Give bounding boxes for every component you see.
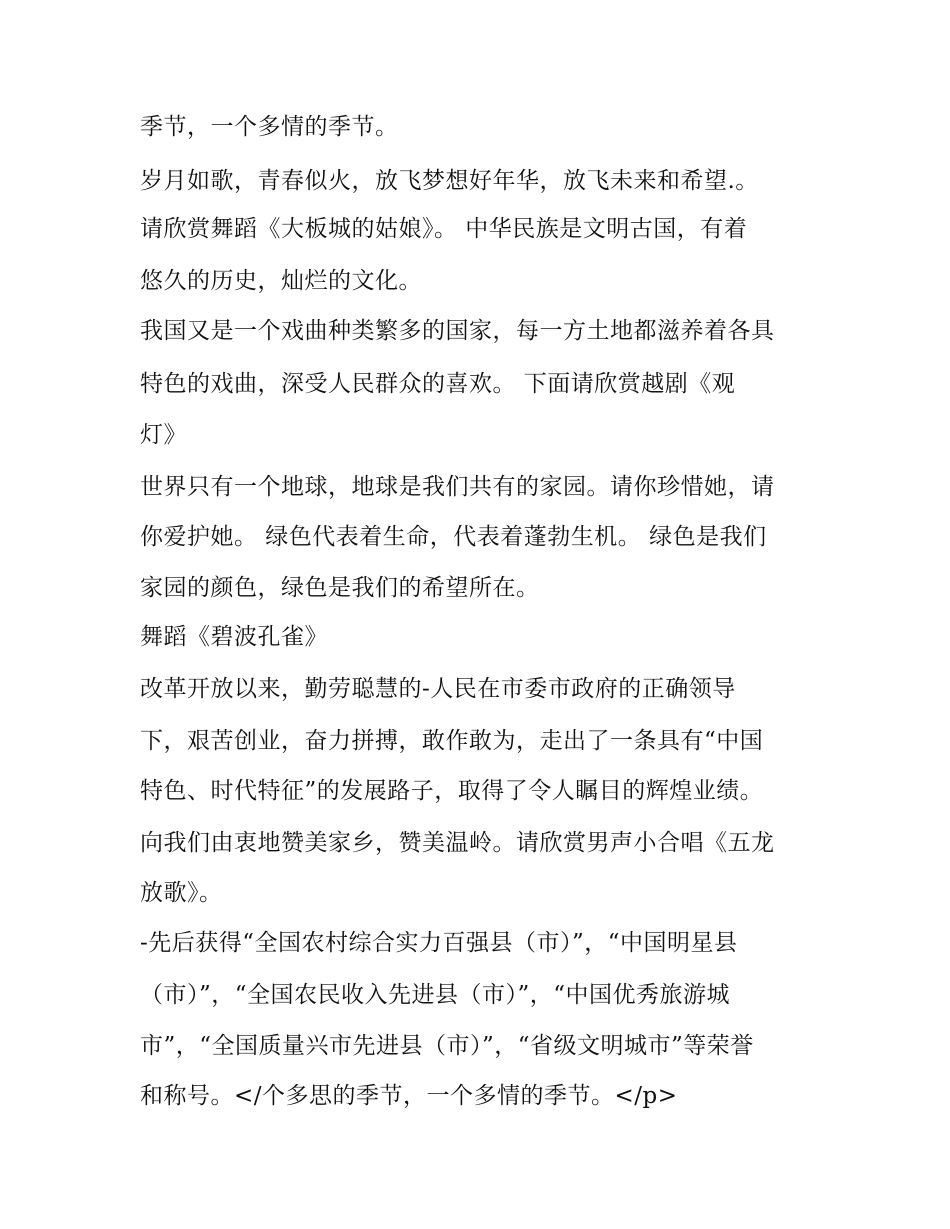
text-line: 请欣赏舞蹈《大板城的姑娘》。 中华民族是文明古国，有着 <box>140 216 748 242</box>
text-line: 向我们由衷地赞美家乡，赞美温岭。请欣赏男声小合唱《五龙 <box>140 830 775 856</box>
text-line: 悠久的历史，灿烂的文化。 <box>140 268 422 294</box>
text-line: 你爱护她。 绿色代表着生命，代表着蓬勃生机。 绿色是我们 <box>140 524 767 550</box>
text-line: 家园的颜色，绿色是我们的希望所在。 <box>140 575 540 601</box>
text-line: 特色的戏曲，深受人民群众的喜欢。 下面请欣赏越剧《观 <box>140 371 736 397</box>
text-line: 和称号。</个多思的季节，一个多情的季节。</p> <box>140 1083 678 1109</box>
text-line: -先后获得“全国农村综合实力百强县（市）”，“中国明星县 <box>140 930 738 956</box>
text-line: （市）”，“全国农民收入先进县（市）”，“中国优秀旅游城 <box>140 982 731 1008</box>
text-line: 市”，“全国质量兴市先进县（市）”，“省级文明城市”等荣誉 <box>140 1033 754 1059</box>
text-line: 改革开放以来，勤劳聪慧的-人民在市委市政府的正确领导 <box>140 676 736 702</box>
text-line: 特色、时代特征”的发展路子，取得了令人瞩目的辉煌业绩。 <box>140 778 764 804</box>
text-line: 舞蹈《碧波孔雀》 <box>140 624 328 650</box>
text-line: 放歌》。 <box>140 880 223 906</box>
text-line: 我国又是一个戏曲种类繁多的国家，每一方土地都滋养着各具 <box>140 318 775 344</box>
text-line: 下，艰苦创业，奋力拼搏，敢作敢为，走出了一条具有“中国 <box>140 728 764 754</box>
text-line: 岁月如歌，青春似火，放飞梦想好年华，放飞未来和希望.。 <box>140 168 759 194</box>
text-line: 季节，一个多情的季节。 <box>140 114 399 140</box>
text-line: 灯》 <box>140 422 187 448</box>
text-line: 世界只有一个地球，地球是我们共有的家园。请你珍惜她，请 <box>140 474 775 500</box>
